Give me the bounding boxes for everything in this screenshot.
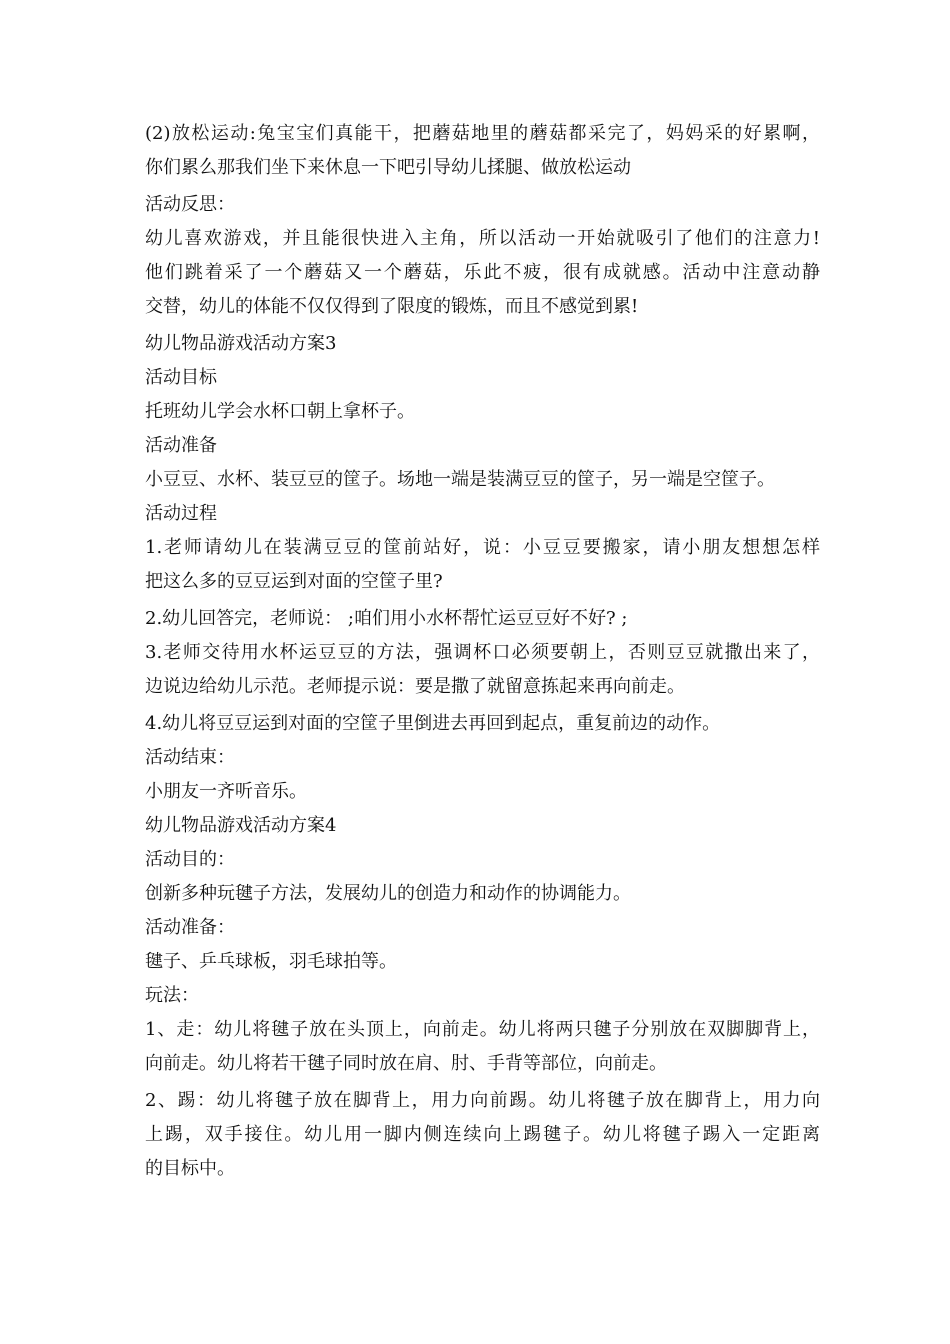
- text-line: 幼儿喜欢游戏，并且能很快进入主角，所以活动一开始就吸引了他们的注意力!: [145, 228, 820, 249]
- text-line: 你们累么那我们坐下来休息一下吧引导幼儿揉腿、做放松运动: [145, 157, 631, 178]
- text-line: 的目标中。: [145, 1158, 235, 1179]
- section-title: 幼儿物品游戏活动方案3: [145, 333, 337, 354]
- section-heading: 活动结束：: [145, 747, 235, 768]
- text-line: 2、踢：幼儿将毽子放在脚背上，用力向前踢。幼儿将毽子放在脚背上，用力向: [145, 1090, 820, 1111]
- text-line: 毽子、乒乓球板，羽毛球拍等。: [145, 951, 397, 972]
- text-line: 1.老师请幼儿在装满豆豆的筐前站好，说：小豆豆要搬家，请小朋友想想怎样: [145, 537, 820, 558]
- text-line: 边说边给幼儿示范。老师提示说：要是撒了就留意拣起来再向前走。: [145, 676, 685, 697]
- text-line: 4.幼儿将豆豆运到对面的空筐子里倒进去再回到起点，重复前边的动作。: [145, 713, 721, 734]
- text-line: 小朋友一齐听音乐。: [145, 781, 307, 802]
- section-heading: 活动目的：: [145, 849, 235, 870]
- section-heading: 活动准备：: [145, 917, 235, 938]
- text-line: 创新多种玩毽子方法，发展幼儿的创造力和动作的协调能力。: [145, 883, 631, 904]
- text-line: (2)放松运动:兔宝宝们真能干，把蘑菇地里的蘑菇都采完了，妈妈采的好累啊，: [145, 123, 820, 144]
- text-line: 向前走。幼儿将若干毽子同时放在肩、肘、手背等部位，向前走。: [145, 1053, 667, 1074]
- section-heading: 玩法：: [145, 985, 199, 1006]
- section-heading: 活动准备: [145, 435, 217, 456]
- text-line: 他们跳着采了一个蘑菇又一个蘑菇，乐此不疲，很有成就感。活动中注意动静: [145, 262, 820, 283]
- text-line: 3.老师交待用水杯运豆豆的方法，强调杯口必须要朝上，否则豆豆就撒出来了，: [145, 642, 820, 663]
- text-line: 把这么多的豆豆运到对面的空筐子里?: [145, 571, 443, 592]
- text-line: 2.幼儿回答完，老师说： ;咱们用小水杯帮忙运豆豆好不好? ;: [145, 608, 628, 629]
- text-line: 1、走：幼儿将毽子放在头顶上，向前走。幼儿将两只毽子分别放在双脚脚背上，: [145, 1019, 820, 1040]
- section-title: 幼儿物品游戏活动方案4: [145, 815, 337, 836]
- text-line: 交替，幼儿的体能不仅仅得到了限度的锻炼，而且不感觉到累!: [145, 296, 639, 317]
- text-line: 小豆豆、水杯、装豆豆的筐子。场地一端是装满豆豆的筐子，另一端是空筐子。: [145, 469, 775, 490]
- section-heading: 活动目标: [145, 367, 217, 388]
- document-body: [145, 117, 820, 1186]
- text-line: 上踢，双手接住。幼儿用一脚内侧连续向上踢毽子。幼儿将毽子踢入一定距离: [145, 1124, 820, 1145]
- text-line: 托班幼儿学会水杯口朝上拿杯子。: [145, 401, 415, 422]
- section-heading: 活动反思：: [145, 194, 235, 215]
- section-heading: 活动过程: [145, 503, 217, 524]
